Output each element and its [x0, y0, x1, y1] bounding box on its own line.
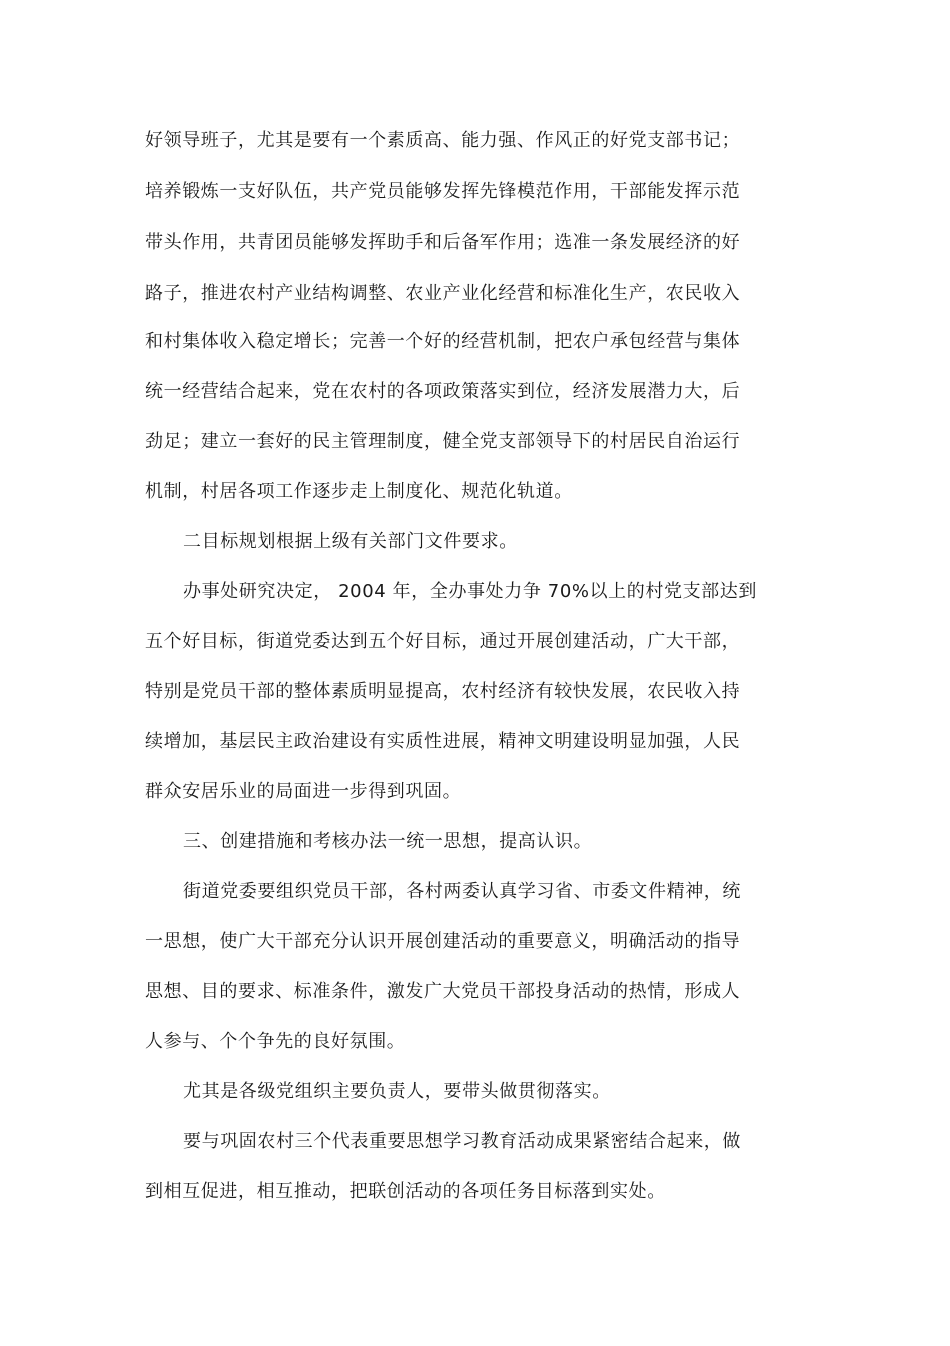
text-line: 人参与、个个争先的良好氛围。 [145, 1031, 406, 1052]
text-line: 特别是党员干部的整体素质明显提高，农村经济有较快发展，农民收入持 [145, 681, 741, 702]
section-heading: 二目标规划根据上级有关部门文件要求。 [183, 531, 518, 552]
text-line: 培养锻炼一支好队伍，共产党员能够发挥先锋模范作用，干部能发挥示范 [145, 181, 741, 202]
text-line: 带头作用，共青团员能够发挥助手和后备军作用；选准一条发展经济的好 [145, 232, 741, 253]
text-line: 到相互促进，相互推动，把联创活动的各项任务目标落到实处。 [145, 1181, 666, 1202]
text-line: 一思想，使广大干部充分认识开展创建活动的重要意义，明确活动的指导 [145, 931, 741, 952]
text-line: 群众安居乐业的局面进一步得到巩固。 [145, 781, 462, 802]
text-line: 要与巩固农村三个代表重要思想学习教育活动成果紧密结合起来，做 [183, 1131, 741, 1152]
text-line: 街道党委要组织党员干部，各村两委认真学习省、市委文件精神，统 [183, 881, 741, 902]
text-line: 续增加，基层民主政治建设有实质性进展，精神文明建设明显加强，人民 [145, 731, 741, 752]
text-line: 统一经营结合起来，党在农村的各项政策落实到位，经济发展潜力大，后 [145, 381, 741, 402]
text-line: 办事处研究决定， 2004 年，全办事处力争 70%以上的村党支部达到 [183, 581, 757, 602]
text-line: 好领导班子，尤其是要有一个素质高、能力强、作风正的好党支部书记； [145, 130, 741, 151]
text-line: 尤其是各级党组织主要负责人，要带头做贯彻落实。 [183, 1081, 611, 1102]
text-line: 和村集体收入稳定增长；完善一个好的经营机制，把农户承包经营与集体 [145, 331, 741, 352]
text-line: 思想、目的要求、标准条件，激发广大党员干部投身活动的热情，形成人 [145, 981, 741, 1002]
section-heading: 三、创建措施和考核办法一统一思想，提高认识。 [183, 831, 593, 852]
text-line: 机制，村居各项工作逐步走上制度化、规范化轨道。 [145, 481, 573, 502]
text-line: 路子，推进农村产业结构调整、农业产业化经营和标准化生产，农民收入 [145, 283, 741, 304]
text-line: 五个好目标，街道党委达到五个好目标，通过开展创建活动，广大干部， [145, 631, 741, 652]
text-line: 劲足；建立一套好的民主管理制度，健全党支部领导下的村居民自治运行 [145, 431, 741, 452]
